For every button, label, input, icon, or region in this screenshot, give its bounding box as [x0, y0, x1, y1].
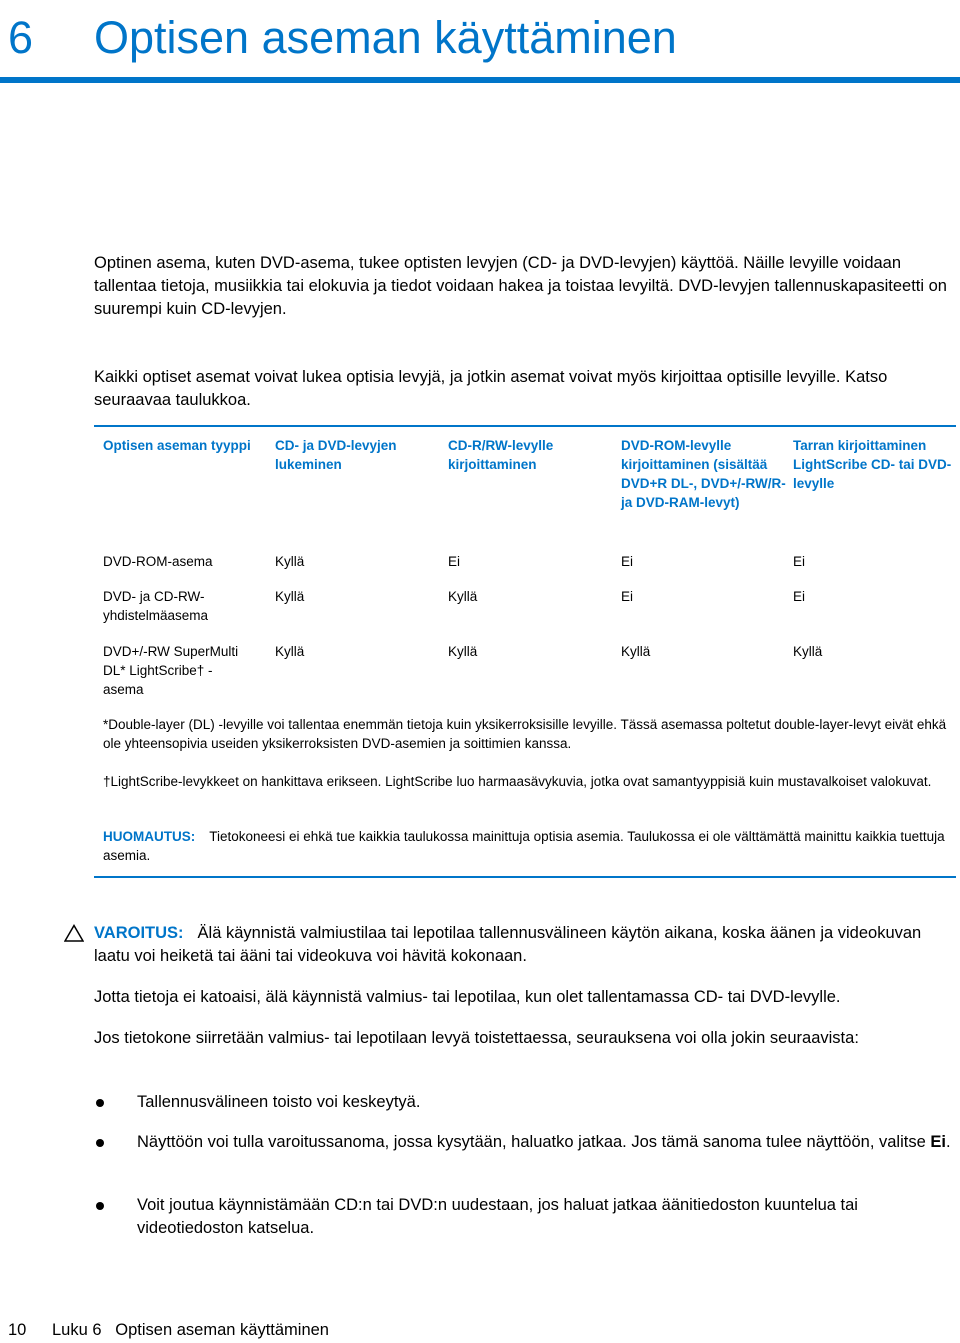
table-cell: Ei — [621, 589, 634, 604]
table-cell: Kyllä — [621, 644, 651, 659]
bullet-icon — [96, 1202, 104, 1210]
body-paragraph-2: Jos tietokone siirretään valmius- tai lepotilaan levyä toistettaessa, seurauksena voi olla jokin seuraavista: — [94, 1029, 859, 1047]
table-bottom-rule — [94, 876, 956, 878]
warning-triangle-icon — [64, 924, 84, 942]
table-cell: Kyllä — [275, 589, 305, 604]
header-dvd-write: DVD-ROM-levylle kirjoittaminen (sisältää DVD+R DL-, DVD+/-RW/R- ja DVD-RAM-levyt) — [621, 438, 786, 510]
header-drive-type: Optisen aseman tyyppi — [103, 438, 251, 453]
table-cell: DVD- ja CD-RW-yhdistelmäasema — [103, 589, 209, 623]
note-text: Tietokoneesi ei ehkä tue kaikkia taulukossa mainittuja optisia asemia. Taulukossa ei ole välttämättä mainittu kaikkia tuettuja asemia. — [103, 829, 945, 863]
table-cell: Ei — [448, 554, 461, 569]
intro-paragraph-1: Optinen asema, kuten DVD-asema, tukee optisten levyjen (CD- ja DVD-levyjen) käyttöä. Näille levyille voidaan tallentaa tietoja, musiikkia tai elokuvia ja tiedot voidaan hakea ja toistaa levyiltä. DVD-levyjen tallennuskapasiteetti on suurempi kuin CD-levyjen. — [94, 254, 947, 318]
list-item-text: Tallennusvälineen toisto voi keskeytyä. — [137, 1093, 421, 1111]
footnote-double-layer: *Double-layer (DL) -levyille voi tallentaa enemmän tietoja kuin yksikerroksisille levyille. Tässä asemassa poltetut double-layer-levyt eivät ehkä ole yhteensopivia useiden yksikerroksisten DVD-asemien ja soittimien kanssa. — [103, 717, 947, 751]
warning-text: Älä käynnistä valmiustilaa tai lepotilaa tallennusvälineen käytön aikana, koska äänen ja videokuvan laatu voi heiketä tai ääni tai videokuva voi hävitä kokonaan. — [94, 924, 922, 965]
table-cell: Kyllä — [448, 589, 478, 604]
page-number: 10 — [8, 1321, 27, 1339]
header-lightscribe: Tarran kirjoittaminen LightScribe CD- tai DVD-levylle — [793, 438, 952, 491]
table-top-rule — [94, 425, 956, 427]
chapter-number: 6 — [8, 12, 34, 63]
bullet-icon — [96, 1139, 104, 1147]
table-cell: Ei — [621, 554, 634, 569]
intro-paragraph-2: Kaikki optiset asemat voivat lukea optisia levyjä, ja jotkin asemat voivat myös kirjoittaa optisille levyille. Katso seuraavaa taulukkoa. — [94, 368, 888, 409]
page-footer — [8, 1320, 329, 1340]
table-cell: DVD-ROM-asema — [103, 554, 213, 569]
bullet-icon — [96, 1099, 104, 1107]
table-cell: DVD+/-RW SuperMulti DL* LightScribe† -asema — [103, 644, 239, 697]
header-cd-write: CD-R/RW-levylle kirjoittaminen — [448, 438, 554, 472]
chapter-title-text: Optisen aseman käyttäminen — [94, 12, 677, 63]
footer-text: Luku 6 Optisen aseman käyttäminen — [52, 1321, 329, 1339]
table-cell: Kyllä — [793, 644, 823, 659]
table-cell: Kyllä — [275, 644, 305, 659]
list-item-text-end: . — [945, 1133, 951, 1151]
header-read: CD- ja DVD-levyjen lukeminen — [275, 438, 397, 472]
note — [103, 827, 956, 865]
table-cell: Kyllä — [275, 554, 305, 569]
table-cell: Ei — [793, 589, 806, 604]
warning — [94, 922, 960, 968]
option-ei: Ei — [930, 1133, 946, 1151]
body-paragraph-1: Jotta tietoja ei katoaisi, älä käynnistä valmius- tai lepotilaa, kun olet tallentamassa CD- tai DVD-levylle. — [94, 988, 841, 1006]
warning-label: VAROITUS: — [94, 924, 184, 942]
title-rule — [0, 77, 960, 83]
list-item-text — [137, 1131, 960, 1154]
drive-table-box — [94, 425, 956, 878]
footnote-lightscribe: †LightScribe-levykkeet on hankittava erikseen. LightScribe luo harmaasävykuvia, jotka ovat samantyyppisiä kuin mustavalkoiset valokuvat. — [103, 774, 932, 789]
list-item-text: Voit joutua käynnistämään CD:n tai DVD:n uudestaan, jos haluat jatkaa äänitiedoston kuuntelua tai videotiedoston katselua. — [137, 1196, 858, 1237]
list-item-text-main: Näyttöön voi tulla varoitussanoma, jossa kysytään, haluatko jatkaa. Jos tämä sanoma tulee näyttöön, valitse — [137, 1133, 931, 1151]
table-cell: Ei — [793, 554, 806, 569]
note-label: HUOMAUTUS: — [103, 829, 196, 844]
table-cell: Kyllä — [448, 644, 478, 659]
chapter-title — [8, 10, 677, 66]
